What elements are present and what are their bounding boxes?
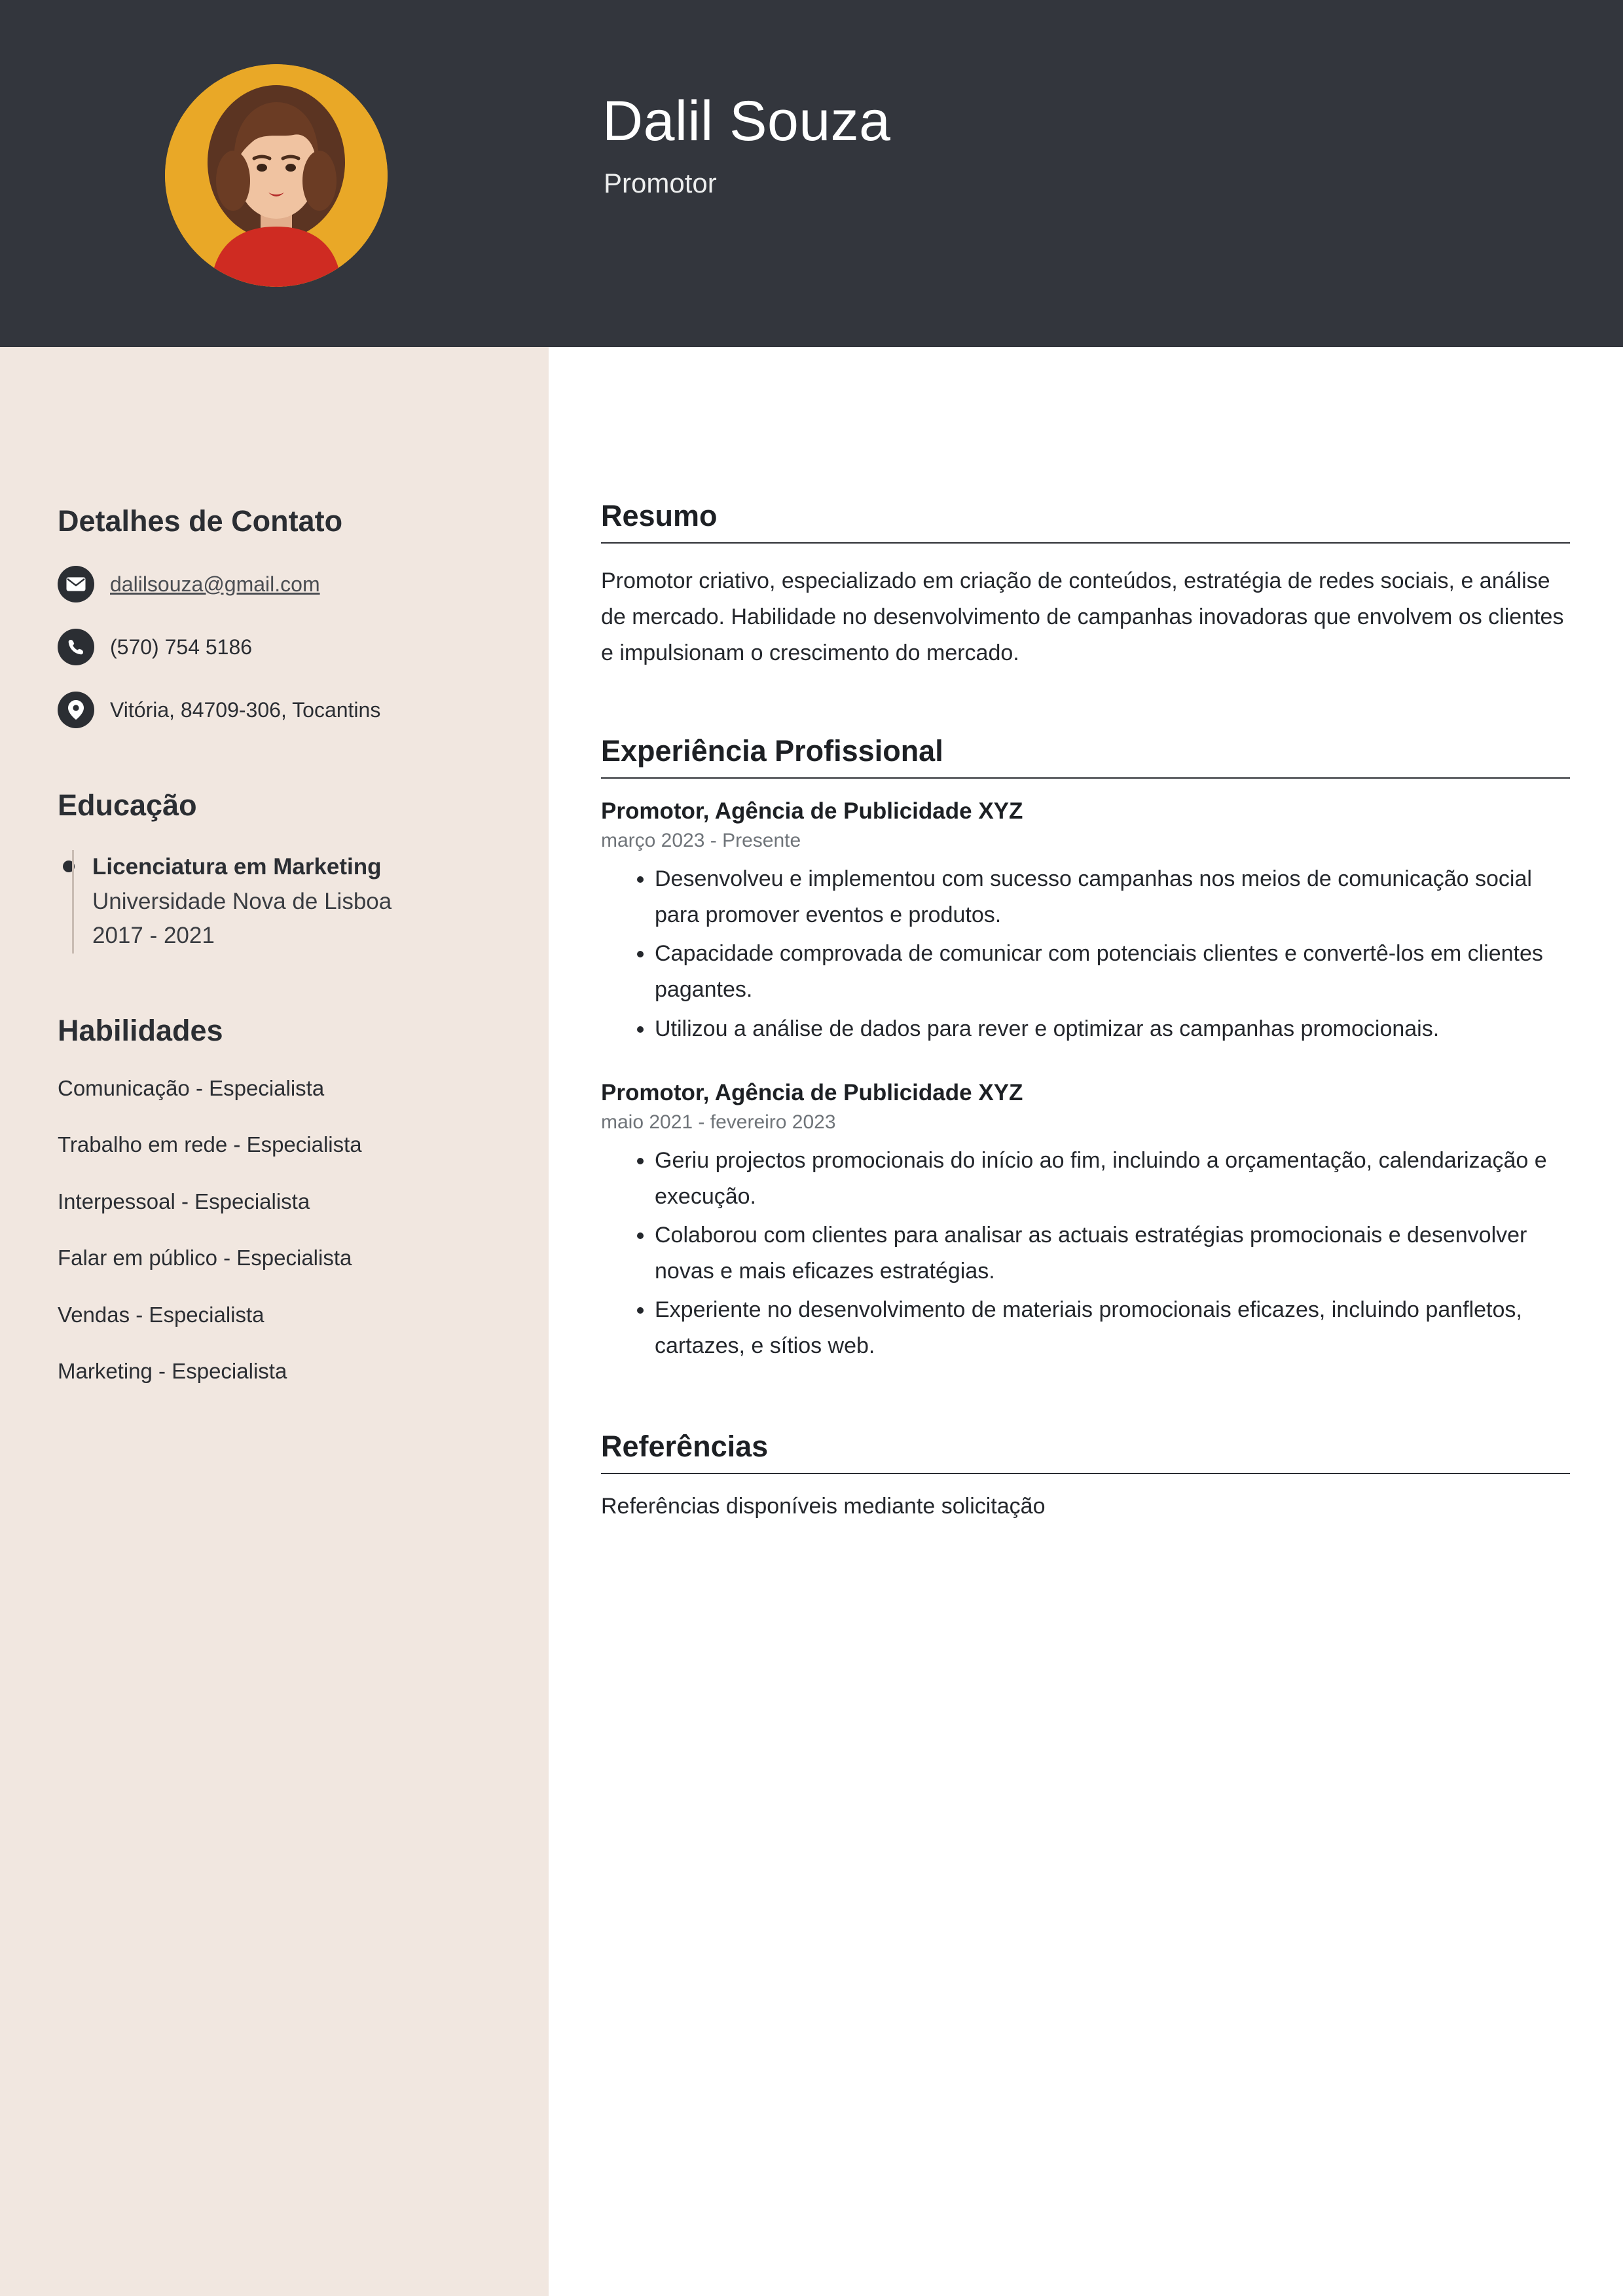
- header-job-title: Promotor: [604, 168, 717, 199]
- phone-icon: [58, 629, 94, 665]
- experience-bullet: • Geriu projectos promocionais do início ao fim, incluindo a orçamentação, calendarização e execução.: [655, 1143, 1570, 1215]
- location-pin-icon: [58, 692, 94, 728]
- avatar-photo-illustration: [165, 64, 388, 287]
- references-heading: Referências: [601, 1430, 769, 1464]
- experience-bullet: • Experiente no desenvolvimento de materiais promocionais eficazes, incluindo panfletos, cartazes, e sítios web.: [655, 1292, 1570, 1364]
- page-title: Dalil Souza: [602, 90, 891, 153]
- skill-item: Vendas - Especialista: [58, 1302, 264, 1327]
- experience-heading: Experiência Profissional: [601, 734, 943, 768]
- experience-job-dates: março 2023 - Presente: [601, 830, 801, 852]
- education-heading: Educação: [58, 788, 197, 822]
- section-divider: [601, 1473, 1570, 1474]
- experience-bullet-list: [601, 861, 1570, 1046]
- contact-item-phone[interactable]: [58, 629, 509, 665]
- contact-phone-text: (570) 754 5186: [110, 635, 253, 659]
- contact-address-text: Vitória, 84709-306, Tocantins: [110, 697, 381, 722]
- skill-item: Marketing - Especialista: [58, 1359, 287, 1384]
- experience-job-dates: maio 2021 - fevereiro 2023: [601, 1111, 836, 1133]
- contact-item-address: [58, 692, 509, 728]
- experience-bullet-list: [601, 1143, 1570, 1364]
- skill-item: Comunicação - Especialista: [58, 1075, 325, 1100]
- experience-bullet: • Colaborou com clientes para analisar as actuais estratégias promocionais e desenvolver novas e mais eficazes estratégias.: [655, 1217, 1570, 1289]
- main-content: [549, 347, 1623, 2296]
- section-divider: [601, 542, 1570, 544]
- summary-heading: Resumo: [601, 499, 718, 532]
- experience-entry: [601, 798, 1570, 1046]
- experience-bullet: • Capacidade comprovada de comunicar com potenciais clientes e convertê-los em clientes pagantes.: [655, 936, 1570, 1008]
- experience-job-title: Promotor, Agência de Publicidade XYZ: [601, 798, 1023, 824]
- references-text: Referências disponíveis mediante solicitação: [601, 1494, 1046, 1519]
- experience-bullet: • Utilizou a análise de dados para rever e optimizar as campanhas promocionais.: [655, 1011, 1570, 1047]
- experience-bullet: • Desenvolveu e implementou com sucesso campanhas nos meios de comunicação social para promover eventos e produtos.: [655, 861, 1570, 933]
- section-divider: [601, 777, 1570, 779]
- education-degree: Licenciatura em Marketing: [92, 854, 382, 880]
- education-dates: 2017 - 2021: [92, 923, 215, 948]
- resume-header: [0, 0, 1623, 347]
- education-school: Universidade Nova de Lisboa: [92, 888, 392, 914]
- experience-entry: [601, 1080, 1570, 1364]
- sidebar: [0, 347, 549, 2296]
- education-item-body: [72, 850, 392, 954]
- skill-item: Interpessoal - Especialista: [58, 1189, 310, 1213]
- envelope-icon: [58, 566, 94, 602]
- avatar: [165, 64, 388, 287]
- experience-job-title: Promotor, Agência de Publicidade XYZ: [601, 1079, 1023, 1105]
- education-item: [58, 850, 509, 954]
- contact-email-text[interactable]: dalilsouza@gmail.com: [110, 572, 320, 596]
- contact-heading: Detalhes de Contato: [58, 504, 343, 538]
- summary-text: Promotor criativo, especializado em criação de conteúdos, estratégia de redes sociais, e análise de mercado. Habilidade no desenvolvimento de campanhas inovadoras que envolvem os clientes e impulsionam o crescimento do mercado.: [601, 568, 1564, 666]
- header-text-group: [602, 92, 891, 199]
- skill-item: Trabalho em rede - Especialista: [58, 1132, 362, 1157]
- skills-heading: Habilidades: [58, 1013, 223, 1047]
- contact-item-email[interactable]: [58, 566, 509, 602]
- skill-item: Falar em público - Especialista: [58, 1246, 352, 1270]
